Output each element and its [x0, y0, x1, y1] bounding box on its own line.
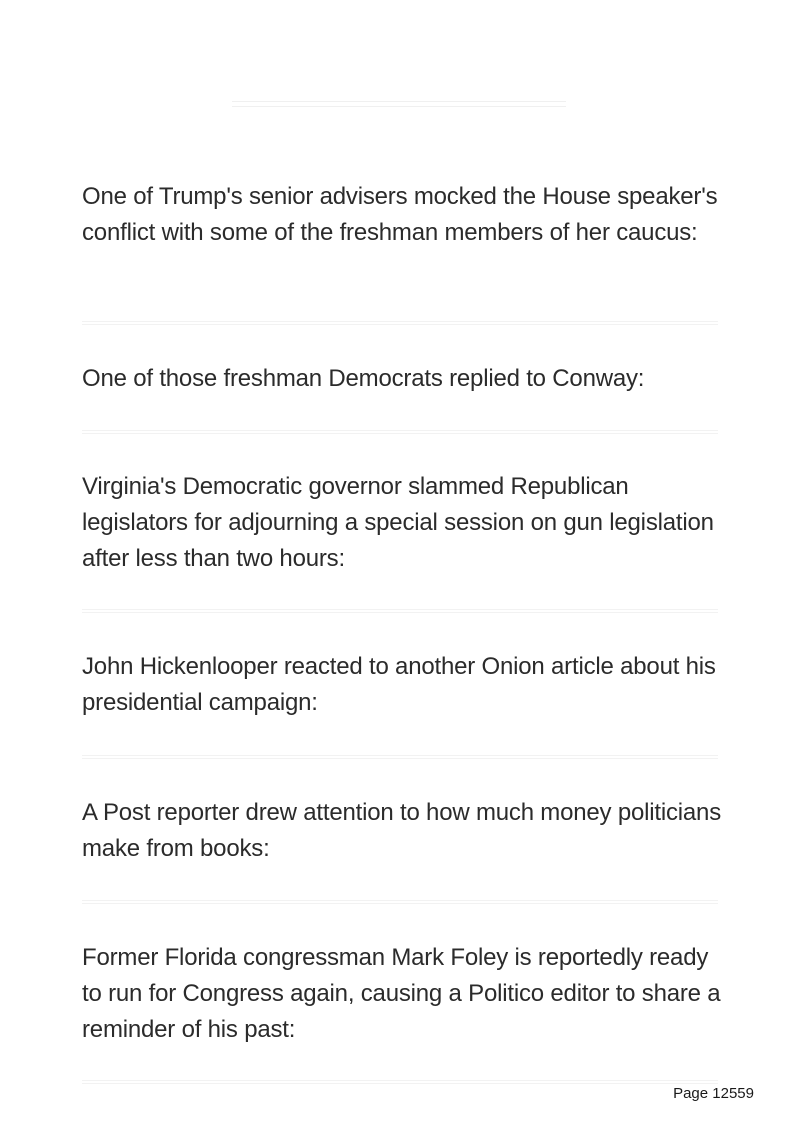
embed-separator	[82, 900, 718, 904]
embed-separator	[82, 321, 718, 325]
embed-separator	[82, 609, 718, 613]
paragraph-freshman-reply: One of those freshman Democrats replied to Conway:	[82, 365, 645, 392]
paragraph-mark-foley: Former Florida congressman Mark Foley is reportedly ready to run for Congress again, causing a Politico editor to share a reminder of his past:	[82, 944, 721, 1043]
embed-separator	[82, 1080, 718, 1084]
embed-placeholder-top	[232, 101, 566, 107]
paragraph-hickenlooper: John Hickenlooper reacted to another Onion article about his presidential campaign:	[82, 653, 716, 716]
paragraph-conway-tweet: One of Trump's senior advisers mocked the House speaker's conflict with some of the freshman members of her caucus:	[82, 183, 718, 246]
paragraph-virginia-governor: Virginia's Democratic governor slammed Republican legislators for adjourning a special session on gun legislation after less than two hours:	[82, 473, 714, 572]
page-number: Page 12559	[673, 1085, 754, 1102]
embed-separator	[82, 755, 718, 759]
paragraph-post-reporter: A Post reporter drew attention to how much money politicians make from books:	[82, 799, 722, 862]
embed-separator	[82, 430, 718, 434]
